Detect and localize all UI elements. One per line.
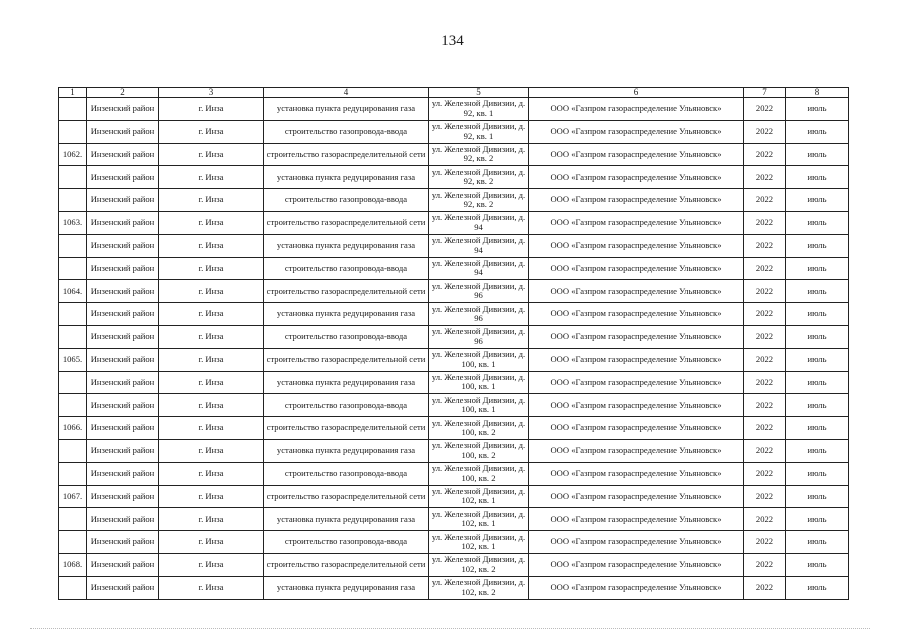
district-cell: Инзенский район [87,211,159,234]
entry-number [59,508,87,531]
work-type-cell: установка пункта редуцирования газа [264,439,429,462]
organization-cell: ООО «Газпром газораспределение Ульяновск» [529,417,744,440]
district-cell: Инзенский район [87,531,159,554]
city-cell: г. Инза [159,371,264,394]
city-cell: г. Инза [159,303,264,326]
month-cell: июль [786,143,849,166]
year-cell: 2022 [744,508,786,531]
city-cell: г. Инза [159,211,264,234]
city-cell: г. Инза [159,143,264,166]
year-cell: 2022 [744,531,786,554]
entry-number [59,189,87,212]
work-type-cell: строительство газопровода-ввода [264,257,429,280]
entry-number [59,531,87,554]
work-type-cell: строительство газораспределительной сети [264,143,429,166]
address-cell: ул. Железной Дивизии, д. 102, кв. 1 [429,531,529,554]
organization-cell: ООО «Газпром газораспределение Ульяновск» [529,531,744,554]
organization-cell: ООО «Газпром газораспределение Ульяновск» [529,143,744,166]
organization-cell: ООО «Газпром газораспределение Ульяновск» [529,485,744,508]
work-type-cell: строительство газопровода-ввода [264,394,429,417]
month-cell: июль [786,234,849,257]
address-cell: ул. Железной Дивизии, д. 94 [429,211,529,234]
entry-number [59,576,87,599]
column-number-row [59,88,849,98]
address-cell: ул. Железной Дивизии, д. 100, кв. 1 [429,394,529,417]
table-row [59,166,849,189]
organization-cell: ООО «Газпром газораспределение Ульяновск» [529,348,744,371]
district-cell: Инзенский район [87,120,159,143]
year-cell: 2022 [744,189,786,212]
work-type-cell: строительство газораспределительной сети [264,485,429,508]
column-header: 8 [786,88,849,98]
month-cell: июль [786,303,849,326]
city-cell: г. Инза [159,325,264,348]
city-cell: г. Инза [159,348,264,371]
entry-number [59,462,87,485]
city-cell: г. Инза [159,257,264,280]
address-cell: ул. Железной Дивизии, д. 94 [429,257,529,280]
month-cell: июль [786,439,849,462]
entry-number: 1065. [59,348,87,371]
work-type-cell: строительство газопровода-ввода [264,120,429,143]
organization-cell: ООО «Газпром газораспределение Ульяновск» [529,576,744,599]
work-type-cell: установка пункта редуцирования газа [264,508,429,531]
table-row [59,189,849,212]
year-cell: 2022 [744,303,786,326]
scan-edge [30,628,870,631]
district-cell: Инзенский район [87,257,159,280]
work-type-cell: установка пункта редуцирования газа [264,234,429,257]
address-cell: ул. Железной Дивизии, д. 96 [429,303,529,326]
address-cell: ул. Железной Дивизии, д. 92, кв. 2 [429,189,529,212]
month-cell: июль [786,485,849,508]
organization-cell: ООО «Газпром газораспределение Ульяновск» [529,394,744,417]
address-cell: ул. Железной Дивизии, д. 100, кв. 1 [429,371,529,394]
organization-cell: ООО «Газпром газораспределение Ульяновск» [529,257,744,280]
work-type-cell: строительство газораспределительной сети [264,417,429,440]
organization-cell: ООО «Газпром газораспределение Ульяновск» [529,234,744,257]
month-cell: июль [786,394,849,417]
month-cell: июль [786,280,849,303]
city-cell: г. Инза [159,189,264,212]
city-cell: г. Инза [159,439,264,462]
year-cell: 2022 [744,439,786,462]
district-cell: Инзенский район [87,576,159,599]
organization-cell: ООО «Газпром газораспределение Ульяновск» [529,508,744,531]
district-cell: Инзенский район [87,143,159,166]
work-type-cell: установка пункта редуцирования газа [264,166,429,189]
organization-cell: ООО «Газпром газораспределение Ульяновск» [529,189,744,212]
entry-number [59,166,87,189]
work-type-cell: установка пункта редуцирования газа [264,98,429,121]
organization-cell: ООО «Газпром газораспределение Ульяновск» [529,439,744,462]
entry-number [59,234,87,257]
district-cell: Инзенский район [87,280,159,303]
table-row [59,439,849,462]
address-cell: ул. Железной Дивизии, д. 92, кв. 1 [429,98,529,121]
address-cell: ул. Железной Дивизии, д. 94 [429,234,529,257]
column-header: 3 [159,88,264,98]
district-cell: Инзенский район [87,553,159,576]
year-cell: 2022 [744,394,786,417]
work-type-cell: строительство газопровода-ввода [264,189,429,212]
entry-number: 1068. [59,553,87,576]
entry-number [59,98,87,121]
table-row [59,280,849,303]
table-row [59,98,849,121]
column-header: 4 [264,88,429,98]
work-type-cell: строительство газораспределительной сети [264,280,429,303]
organization-cell: ООО «Газпром газораспределение Ульяновск» [529,166,744,189]
table-row [59,234,849,257]
table-row [59,417,849,440]
page-number: 134 [441,33,464,49]
address-cell: ул. Железной Дивизии, д. 100, кв. 2 [429,462,529,485]
district-cell: Инзенский район [87,508,159,531]
city-cell: г. Инза [159,234,264,257]
district-cell: Инзенский район [87,325,159,348]
address-cell: ул. Железной Дивизии, д. 92, кв. 2 [429,143,529,166]
city-cell: г. Инза [159,417,264,440]
month-cell: июль [786,211,849,234]
entry-number [59,371,87,394]
organization-cell: ООО «Газпром газораспределение Ульяновск» [529,120,744,143]
work-type-cell: строительство газораспределительной сети [264,348,429,371]
city-cell: г. Инза [159,120,264,143]
address-cell: ул. Железной Дивизии, д. 102, кв. 1 [429,485,529,508]
year-cell: 2022 [744,462,786,485]
entry-number: 1062. [59,143,87,166]
work-type-cell: строительство газопровода-ввода [264,325,429,348]
column-header: 5 [429,88,529,98]
work-type-cell: строительство газопровода-ввода [264,462,429,485]
organization-cell: ООО «Газпром газораспределение Ульяновск» [529,462,744,485]
year-cell: 2022 [744,485,786,508]
year-cell: 2022 [744,576,786,599]
entry-number [59,303,87,326]
organization-cell: ООО «Газпром газораспределение Ульяновск» [529,325,744,348]
address-cell: ул. Железной Дивизии, д. 92, кв. 2 [429,166,529,189]
month-cell: июль [786,120,849,143]
year-cell: 2022 [744,166,786,189]
organization-cell: ООО «Газпром газораспределение Ульяновск» [529,211,744,234]
organization-cell: ООО «Газпром газораспределение Ульяновск» [529,553,744,576]
year-cell: 2022 [744,211,786,234]
table-row [59,576,849,599]
work-type-cell: установка пункта редуцирования газа [264,303,429,326]
address-cell: ул. Железной Дивизии, д. 96 [429,280,529,303]
city-cell: г. Инза [159,462,264,485]
year-cell: 2022 [744,257,786,280]
month-cell: июль [786,462,849,485]
district-cell: Инзенский район [87,462,159,485]
month-cell: июль [786,508,849,531]
column-header: 6 [529,88,744,98]
address-cell: ул. Железной Дивизии, д. 96 [429,325,529,348]
month-cell: июль [786,166,849,189]
table-row [59,257,849,280]
city-cell: г. Инза [159,280,264,303]
district-cell: Инзенский район [87,166,159,189]
address-cell: ул. Железной Дивизии, д. 102, кв. 1 [429,508,529,531]
table-body [59,98,849,600]
work-type-cell: строительство газораспределительной сети [264,553,429,576]
year-cell: 2022 [744,325,786,348]
city-cell: г. Инза [159,485,264,508]
table-row [59,394,849,417]
entry-number [59,439,87,462]
organization-cell: ООО «Газпром газораспределение Ульяновск» [529,280,744,303]
work-type-cell: строительство газопровода-ввода [264,531,429,554]
month-cell: июль [786,553,849,576]
district-cell: Инзенский район [87,98,159,121]
address-cell: ул. Железной Дивизии, д. 100, кв. 2 [429,417,529,440]
year-cell: 2022 [744,417,786,440]
table-row [59,143,849,166]
table-row [59,325,849,348]
address-cell: ул. Железной Дивизии, д. 100, кв. 1 [429,348,529,371]
city-cell: г. Инза [159,531,264,554]
city-cell: г. Инза [159,394,264,417]
table-row [59,303,849,326]
table-row [59,553,849,576]
month-cell: июль [786,417,849,440]
entry-number [59,120,87,143]
entry-number: 1067. [59,485,87,508]
entry-number [59,257,87,280]
column-header: 1 [59,88,87,98]
column-header: 7 [744,88,786,98]
table-row [59,120,849,143]
month-cell: июль [786,257,849,280]
city-cell: г. Инза [159,576,264,599]
district-cell: Инзенский район [87,485,159,508]
district-cell: Инзенский район [87,417,159,440]
address-cell: ул. Железной Дивизии, д. 102, кв. 2 [429,576,529,599]
month-cell: июль [786,325,849,348]
district-cell: Инзенский район [87,303,159,326]
city-cell: г. Инза [159,553,264,576]
month-cell: июль [786,348,849,371]
month-cell: июль [786,98,849,121]
month-cell: июль [786,189,849,212]
organization-cell: ООО «Газпром газораспределение Ульяновск» [529,98,744,121]
table-row [59,348,849,371]
year-cell: 2022 [744,371,786,394]
entry-number: 1063. [59,211,87,234]
table-row [59,371,849,394]
month-cell: июль [786,371,849,394]
year-cell: 2022 [744,234,786,257]
entry-number: 1064. [59,280,87,303]
works-table [58,87,849,600]
month-cell: июль [786,576,849,599]
entry-number: 1066. [59,417,87,440]
city-cell: г. Инза [159,508,264,531]
month-cell: июль [786,531,849,554]
year-cell: 2022 [744,348,786,371]
column-header: 2 [87,88,159,98]
organization-cell: ООО «Газпром газораспределение Ульяновск» [529,371,744,394]
year-cell: 2022 [744,280,786,303]
organization-cell: ООО «Газпром газораспределение Ульяновск» [529,303,744,326]
table-row [59,211,849,234]
district-cell: Инзенский район [87,189,159,212]
table-row [59,531,849,554]
entry-number [59,394,87,417]
table-row [59,508,849,531]
table-row [59,462,849,485]
address-cell: ул. Железной Дивизии, д. 100, кв. 2 [429,439,529,462]
district-cell: Инзенский район [87,439,159,462]
entry-number [59,325,87,348]
city-cell: г. Инза [159,98,264,121]
year-cell: 2022 [744,120,786,143]
district-cell: Инзенский район [87,371,159,394]
district-cell: Инзенский район [87,234,159,257]
city-cell: г. Инза [159,166,264,189]
address-cell: ул. Железной Дивизии, д. 102, кв. 2 [429,553,529,576]
work-type-cell: строительство газораспределительной сети [264,211,429,234]
work-type-cell: установка пункта редуцирования газа [264,576,429,599]
address-cell: ул. Железной Дивизии, д. 92, кв. 1 [429,120,529,143]
district-cell: Инзенский район [87,348,159,371]
district-cell: Инзенский район [87,394,159,417]
work-type-cell: установка пункта редуцирования газа [264,371,429,394]
year-cell: 2022 [744,143,786,166]
table-row [59,485,849,508]
year-cell: 2022 [744,553,786,576]
year-cell: 2022 [744,98,786,121]
